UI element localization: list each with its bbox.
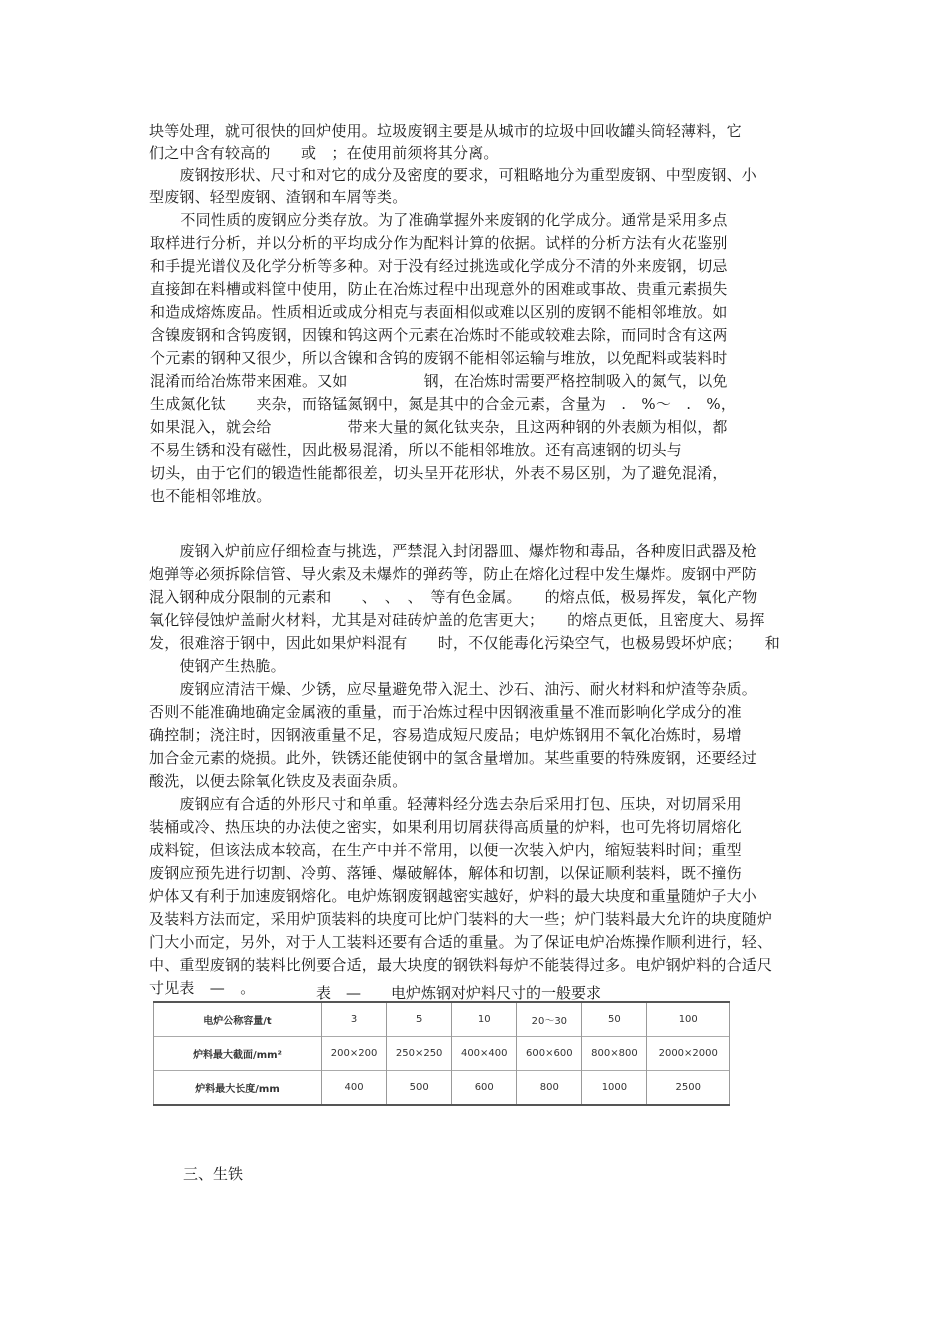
row-header: 电炉公称容量/t	[154, 1002, 322, 1037]
table-cell: 200×200	[322, 1037, 387, 1071]
table-row	[154, 1002, 730, 1037]
text-line: 混入钢种成分限制的元素和 、 、 、 等有色金属。 的熔点低，极易挥发，氧化产物	[149, 588, 758, 606]
row-header: 炉料最大截面/mm²	[154, 1037, 322, 1071]
text-line: 型废钢、轻型废钢、渣钢和车屑等类。	[149, 188, 408, 206]
table-caption: 表 — 电炉炼钢对炉料尺寸的一般要求	[316, 984, 602, 1002]
table-row	[154, 1037, 730, 1071]
text-line: 和造成熔炼废品。性质相近或成分相克与表面相似或难以区别的废钢不能相邻堆放。如	[150, 303, 728, 321]
text-line: 加合金元素的烧损。此外，铁锈还能使钢中的氢含量增加。某些重要的特殊废钢，还要经过	[149, 749, 758, 767]
text-line: 炮弹等必须拆除信管、导火索及未爆炸的弹药等，防止在熔化过程中发生爆炸。废钢中严防	[149, 565, 758, 583]
text-line: 如果混入，就会给 带来大量的氮化钛夹杂，且这两种钢的外表颇为相似，都	[150, 418, 728, 436]
text-line: 装桶或冷、热压块的办法使之密实，如果利用切屑获得高质量的炉料，也可先将切屑熔化	[149, 818, 742, 836]
text-line: 寸见表 — 。	[149, 979, 256, 997]
table-cell: 100	[647, 1002, 730, 1037]
table-cell: 600×600	[517, 1037, 582, 1071]
table-cell: 3	[322, 1002, 387, 1037]
text-line: 不易生锈和没有磁性，因此极易混淆，所以不能相邻堆放。还有高速钢的切头与	[150, 441, 683, 459]
text-line: 废钢入炉前应仔细检查与挑选，严禁混入封闭器皿、爆炸物和毒品，各种废旧武器及枪	[149, 542, 758, 560]
text-line: 生成氮化钛 夹杂，而铬锰氮钢中，氮是其中的合金元素，含量为 . %～ . %，	[150, 395, 737, 413]
text-line: 炉体又有利于加速废钢熔化。电炉炼钢废钢越密实越好，炉料的最大块度和重量随炉子大小	[149, 887, 758, 905]
table-cell: 50	[582, 1002, 647, 1037]
table-cell: 2500	[647, 1071, 730, 1106]
text-line: 废钢按形状、尺寸和对它的成分及密度的要求，可粗略地分为重型废钢、中型废钢、小	[149, 166, 758, 184]
text-line: 直接卸在料槽或料筐中使用，防止在冶炼过程中出现意外的困难或事故、贵重元素损失	[150, 280, 728, 298]
text-line: 们之中含有较高的 或 ；在使用前须将其分离。	[149, 144, 499, 162]
text-line: 氧化锌侵蚀炉盖耐火材料，尤其是对硅砖炉盖的危害更大； 的熔点更低，且密度大、易挥	[149, 611, 765, 629]
text-line: 成料锭，但该法成本较高，在生产中并不常用，以便一次装入炉内，缩短装料时间；重型	[149, 841, 742, 859]
furnace-charge-size-table	[153, 1001, 730, 1106]
text-line: 否则不能准确地确定金属液的重量，而于冶炼过程中因钢液重量不准而影响化学成分的准	[149, 703, 742, 721]
table-cell: 2000×2000	[647, 1037, 730, 1071]
table-cell: 400	[322, 1071, 387, 1106]
row-header: 炉料最大长度/mm	[154, 1071, 322, 1106]
text-line: 也不能相邻堆放。	[150, 487, 272, 505]
text-line: 废钢应清洁干燥、少锈，应尽量避免带入泥土、沙石、油污、耐火材料和炉渣等杂质。	[149, 680, 758, 698]
table-cell: 800	[517, 1071, 582, 1106]
table-cell: 20～30	[517, 1002, 582, 1037]
text-line: 取样进行分析，并以分析的平均成分作为配料计算的依据。试样的分析方法有火花鉴别	[150, 234, 728, 252]
text-line: 发，很难溶于钢中，因此如果炉料混有 时，不仅能毒化污染空气，也极易毁坏炉底； 和	[149, 634, 780, 652]
text-line: 中、重型废钢的装料比例要合适，最大块度的钢铁料每炉不能装得过多。电炉钢炉料的合适尺	[149, 956, 773, 974]
text-line: 使钢产生热脆。	[149, 657, 286, 675]
text-line: 含镍废钢和含钨废钢，因镍和钨这两个元素在冶炼时不能或较难去除，而同时含有这两	[150, 326, 728, 344]
table-row	[154, 1071, 730, 1106]
table-cell: 10	[452, 1002, 517, 1037]
text-line: 块等处理，就可很快的回炉使用。垃圾废钢主要是从城市的垃圾中回收罐头筒轻薄料，它	[149, 122, 742, 140]
text-line: 酸洗，以便去除氧化铁皮及表面杂质。	[149, 772, 408, 790]
text-line: 废钢应有合适的外形尺寸和单重。轻薄料经分选去杂后采用打包、压块，对切屑采用	[149, 795, 742, 813]
table-cell: 400×400	[452, 1037, 517, 1071]
text-line: 和手提光谱仪及化学分析等多种。对于没有经过挑选或化学成分不清的外来废钢，切忌	[150, 257, 728, 275]
text-line: 门大小而定，另外，对于人工装料还要有合适的重量。为了保证电炉冶炼操作顺利进行，轻、	[149, 933, 773, 951]
table-cell: 500	[387, 1071, 452, 1106]
table-cell: 5	[387, 1002, 452, 1037]
text-line: 及装料方法而定，采用炉顶装料的块度可比炉门装料的大一些；炉门装料最大允许的块度随炉	[149, 910, 773, 928]
text-line: 废钢应预先进行切割、冷剪、落锤、爆破解体，解体和切割，以保证顺利装料，既不撞伤	[149, 864, 742, 882]
text-line: 切头，由于它们的锻造性能都很差，切头呈开花形状，外表不易区别，为了避免混淆，	[150, 464, 728, 482]
text-line: 个元素的钢种又很少，所以含镍和含钨的废钢不能相邻运输与堆放，以免配料或装料时	[150, 349, 728, 367]
text-line: 不同性质的废钢应分类存放。为了准确掌握外来废钢的化学成分。通常是采用多点	[150, 211, 728, 229]
table-cell: 250×250	[387, 1037, 452, 1071]
table-cell: 800×800	[582, 1037, 647, 1071]
text-line: 混淆而给冶炼带来困难。又如 钢，在冶炼时需要严格控制吸入的氮气，以免	[150, 372, 728, 390]
text-line: 确控制；浇注时，因钢液重量不足，容易造成短尺废品；电炉炼钢用不氧化冶炼时，易增	[149, 726, 742, 744]
table-cell: 600	[452, 1071, 517, 1106]
section-heading: 三、生铁	[183, 1165, 244, 1183]
table-cell: 1000	[582, 1071, 647, 1106]
